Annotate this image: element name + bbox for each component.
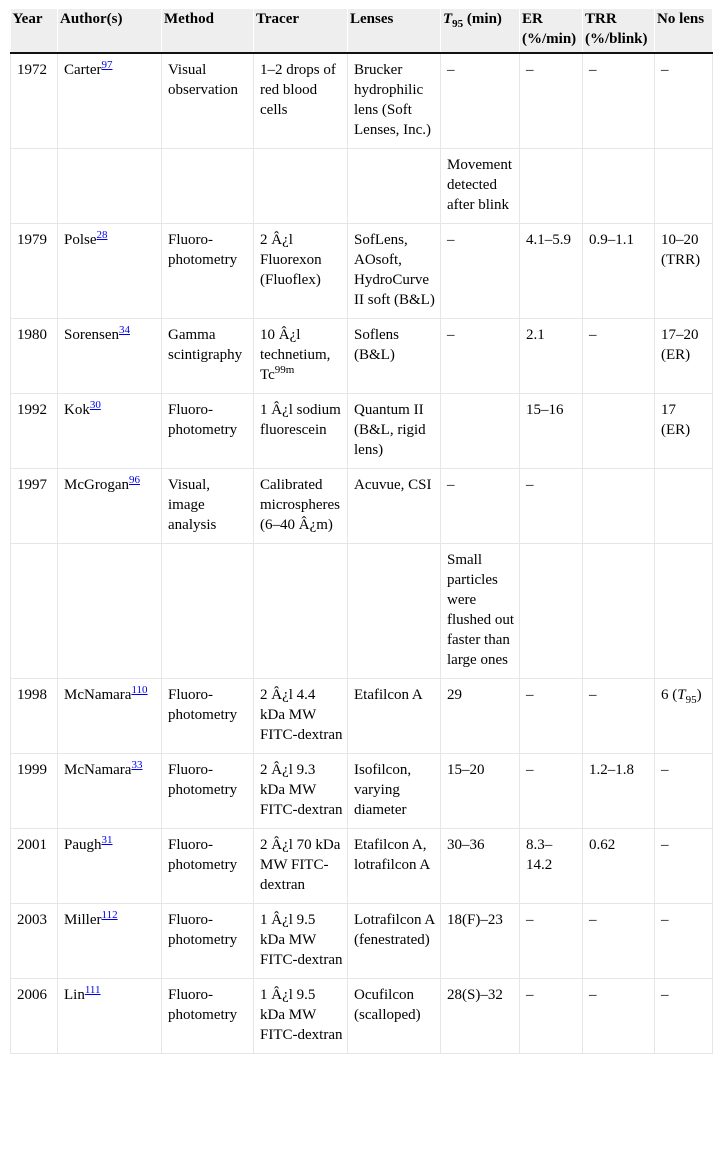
- cell-method: Fluoro-photometry: [162, 904, 254, 979]
- cell-year: 2003: [11, 904, 58, 979]
- table-row: [11, 829, 713, 904]
- cell-author: [58, 394, 162, 469]
- reference-link[interactable]: 111: [84, 984, 101, 996]
- cell-author: [58, 679, 162, 754]
- table-header-row: [11, 9, 713, 53]
- header-author: Author(s): [58, 9, 162, 53]
- cell-year: [11, 544, 58, 679]
- cell-author: [58, 53, 162, 149]
- cell-tracer: Calibrated microspheres (6–40 Â¿m): [254, 469, 348, 544]
- cell-no-lens: [655, 149, 713, 224]
- cell-author: [58, 149, 162, 224]
- header-lenses: Lenses: [348, 9, 441, 53]
- table-row: [11, 394, 713, 469]
- cell-trr: –: [583, 679, 655, 754]
- cell-method: [162, 544, 254, 679]
- cell-lenses: Ocufilcon (scalloped): [348, 979, 441, 1054]
- header-trr: [583, 9, 655, 53]
- cell-lenses: Quantum II (B&L, rigid lens): [348, 394, 441, 469]
- header-t95: [441, 9, 520, 53]
- header-year: Year: [11, 9, 58, 53]
- cell-author: [58, 319, 162, 394]
- cell-no-lens: –: [655, 829, 713, 904]
- cell-tracer: 1 Â¿l sodium fluorescein: [254, 394, 348, 469]
- cell-t95: Small particles were flushed out faster than large ones: [441, 544, 520, 679]
- cell-t95: –: [441, 53, 520, 149]
- table-row: [11, 53, 713, 149]
- cell-no-lens: [655, 544, 713, 679]
- cell-no-lens: –: [655, 754, 713, 829]
- reference-link[interactable]: 96: [128, 474, 140, 486]
- author-name: Carter: [64, 62, 102, 78]
- cell-method: [162, 149, 254, 224]
- cell-er: –: [520, 469, 583, 544]
- reference-link[interactable]: 30: [89, 399, 101, 411]
- nolens-var: T: [677, 687, 686, 703]
- cell-t95: 18(F)–23: [441, 904, 520, 979]
- cell-year: 2001: [11, 829, 58, 904]
- tracer-superscript: 99m: [274, 364, 295, 376]
- author-name: Sorensen: [64, 327, 119, 343]
- nolens-sub: 95: [685, 694, 697, 706]
- cell-method: Fluoro-photometry: [162, 394, 254, 469]
- author-name: Kok: [64, 402, 90, 418]
- table-row: [11, 544, 713, 679]
- table-row: [11, 149, 713, 224]
- cell-author: [58, 544, 162, 679]
- cell-t95: [441, 394, 520, 469]
- cell-t95: 28(S)–32: [441, 979, 520, 1054]
- cell-lenses: Acuvue, CSI: [348, 469, 441, 544]
- cell-t95: –: [441, 224, 520, 319]
- author-name: McGrogan: [64, 477, 129, 493]
- reference-link[interactable]: 112: [101, 909, 118, 921]
- reference-link[interactable]: 33: [131, 759, 143, 771]
- header-trr-line1: TRR: [585, 11, 617, 27]
- cell-er: –: [520, 679, 583, 754]
- header-er: [520, 9, 583, 53]
- cell-author: [58, 829, 162, 904]
- cell-lenses: Brucker hydrophilic lens (Soft Lenses, Inc.): [348, 53, 441, 149]
- cell-method: Fluoro-photometry: [162, 979, 254, 1054]
- cell-no-lens: 10–20 (TRR): [655, 224, 713, 319]
- cell-trr: [583, 394, 655, 469]
- table-row: [11, 469, 713, 544]
- header-trr-line2: (%/blink): [585, 31, 648, 47]
- table-row: [11, 754, 713, 829]
- header-t95-var: T: [443, 11, 453, 27]
- nolens-pre: 6 (: [661, 687, 678, 703]
- reference-link[interactable]: 28: [96, 229, 108, 241]
- cell-lenses: [348, 149, 441, 224]
- header-er-line2: (%/min): [522, 31, 577, 47]
- cell-no-lens: –: [655, 904, 713, 979]
- cell-tracer: 1 Â¿l 9.5 kDa MW FITC-dextran: [254, 979, 348, 1054]
- reference-link[interactable]: 34: [119, 324, 130, 336]
- cell-year: 1980: [11, 319, 58, 394]
- cell-no-lens: [655, 469, 713, 544]
- author-name: McNamara: [64, 762, 132, 778]
- reference-link[interactable]: 110: [131, 684, 148, 696]
- cell-er: 2.1: [520, 319, 583, 394]
- cell-year: 1972: [11, 53, 58, 149]
- cell-no-lens: [655, 679, 713, 754]
- tracer-text: 10 Â¿l technetium, Tc: [260, 327, 331, 383]
- cell-trr: [583, 544, 655, 679]
- table-row: [11, 679, 713, 754]
- cell-method: Visual, image analysis: [162, 469, 254, 544]
- cell-year: 1997: [11, 469, 58, 544]
- cell-t95: 30–36: [441, 829, 520, 904]
- cell-author: [58, 469, 162, 544]
- cell-author: [58, 224, 162, 319]
- cell-er: [520, 149, 583, 224]
- table-row: [11, 319, 713, 394]
- table-row: [11, 224, 713, 319]
- cell-tracer: 2 Â¿l 70 kDa MW FITC-dextran: [254, 829, 348, 904]
- cell-t95: 29: [441, 679, 520, 754]
- cell-trr: 1.2–1.8: [583, 754, 655, 829]
- tear-exchange-table: [10, 9, 713, 1054]
- cell-year: 1999: [11, 754, 58, 829]
- cell-trr: [583, 149, 655, 224]
- cell-er: 8.3–14.2: [520, 829, 583, 904]
- header-t95-sub: 95: [452, 18, 464, 30]
- reference-link[interactable]: 31: [101, 834, 113, 846]
- cell-no-lens: –: [655, 53, 713, 149]
- header-tracer: Tracer: [254, 9, 348, 53]
- cell-trr: –: [583, 53, 655, 149]
- header-er-line1: ER: [522, 11, 543, 27]
- cell-trr: –: [583, 979, 655, 1054]
- cell-year: [11, 149, 58, 224]
- cell-year: 2006: [11, 979, 58, 1054]
- cell-trr: –: [583, 319, 655, 394]
- cell-tracer: [254, 149, 348, 224]
- nolens-post: ): [696, 687, 702, 703]
- cell-method: Visual observation: [162, 53, 254, 149]
- table-row: [11, 904, 713, 979]
- cell-lenses: Isofilcon, varying diameter: [348, 754, 441, 829]
- cell-method: Fluoro-photometry: [162, 754, 254, 829]
- cell-lenses: Etafilcon A: [348, 679, 441, 754]
- cell-year: 1992: [11, 394, 58, 469]
- author-name: Paugh: [64, 837, 102, 853]
- page-bottom-clip: [0, 1157, 722, 1168]
- cell-t95: 15–20: [441, 754, 520, 829]
- cell-tracer: [254, 319, 348, 394]
- cell-year: 1979: [11, 224, 58, 319]
- cell-tracer: 2 Â¿l 4.4 kDa MW FITC-dextran: [254, 679, 348, 754]
- cell-no-lens: 17–20 (ER): [655, 319, 713, 394]
- cell-er: –: [520, 53, 583, 149]
- cell-lenses: Soflens (B&L): [348, 319, 441, 394]
- cell-no-lens: –: [655, 979, 713, 1054]
- cell-er: 4.1–5.9: [520, 224, 583, 319]
- header-method: Method: [162, 9, 254, 53]
- cell-lenses: Lotrafilcon A (fenestrated): [348, 904, 441, 979]
- author-name: Lin: [64, 987, 85, 1003]
- header-no-lens: No lens: [655, 9, 713, 53]
- cell-lenses: Etafilcon A, lotrafilcon A: [348, 829, 441, 904]
- author-name: Polse: [64, 232, 97, 248]
- cell-er: –: [520, 754, 583, 829]
- cell-tracer: [254, 544, 348, 679]
- cell-lenses: SofLens, AOsoft, HydroCurve II soft (B&L): [348, 224, 441, 319]
- cell-method: Fluoro-photometry: [162, 224, 254, 319]
- cell-er: –: [520, 904, 583, 979]
- cell-method: Gamma scintigraphy: [162, 319, 254, 394]
- author-name: McNamara: [64, 687, 132, 703]
- cell-er: [520, 544, 583, 679]
- cell-er: –: [520, 979, 583, 1054]
- cell-er: 15–16: [520, 394, 583, 469]
- cell-method: Fluoro-photometry: [162, 679, 254, 754]
- cell-author: [58, 979, 162, 1054]
- cell-author: [58, 754, 162, 829]
- header-t95-unit: (min): [463, 11, 502, 27]
- cell-trr: 0.9–1.1: [583, 224, 655, 319]
- cell-tracer: 2 Â¿l 9.3 kDa MW FITC-dextran: [254, 754, 348, 829]
- cell-trr: –: [583, 904, 655, 979]
- cell-t95: –: [441, 469, 520, 544]
- cell-trr: [583, 469, 655, 544]
- cell-trr: 0.62: [583, 829, 655, 904]
- table-row: [11, 979, 713, 1054]
- cell-tracer: 2 Â¿l Fluorexon (Fluoflex): [254, 224, 348, 319]
- cell-method: Fluoro-photometry: [162, 829, 254, 904]
- cell-no-lens: 17 (ER): [655, 394, 713, 469]
- cell-lenses: [348, 544, 441, 679]
- cell-year: 1998: [11, 679, 58, 754]
- cell-tracer: 1–2 drops of red blood cells: [254, 53, 348, 149]
- reference-link[interactable]: 97: [101, 59, 113, 71]
- author-name: Miller: [64, 912, 102, 928]
- cell-author: [58, 904, 162, 979]
- cell-t95: –: [441, 319, 520, 394]
- cell-t95: Movement detected after blink: [441, 149, 520, 224]
- cell-tracer: 1 Â¿l 9.5 kDa MW FITC-dextran: [254, 904, 348, 979]
